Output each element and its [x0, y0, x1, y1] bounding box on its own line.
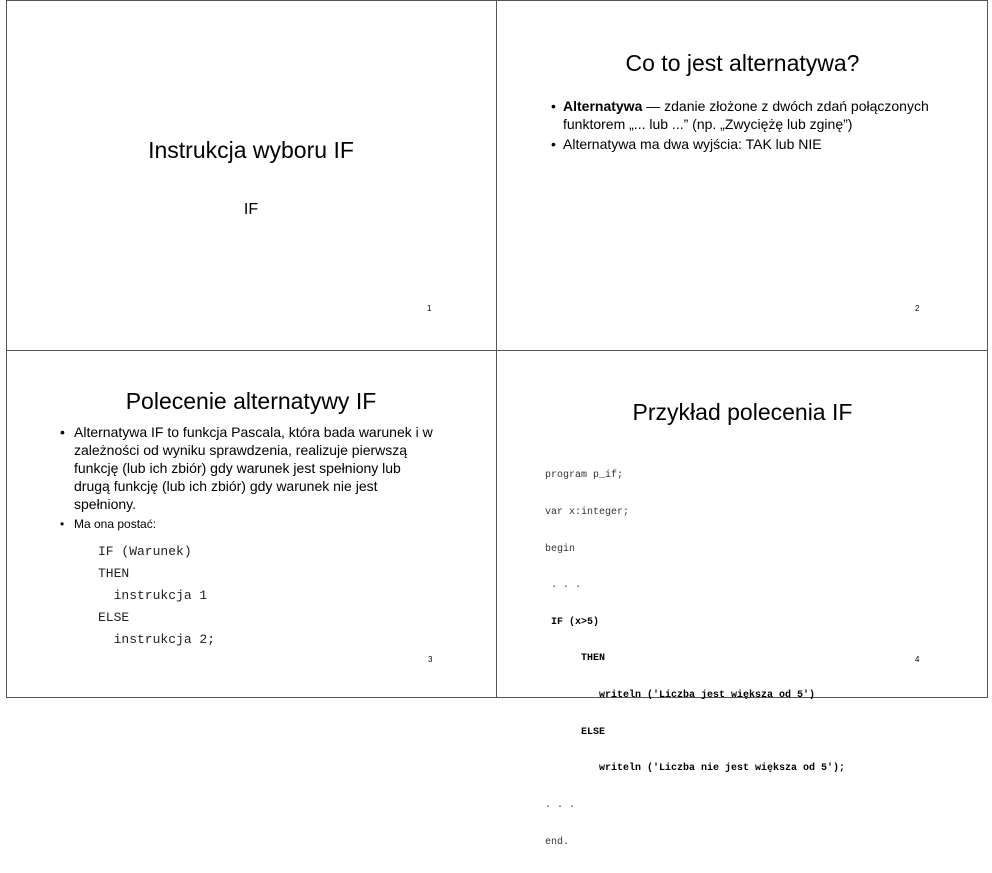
slide-title: Polecenie alternatywy IF [125, 388, 377, 414]
code-line: IF (Warunek) [98, 544, 192, 559]
bullet-list [553, 97, 933, 155]
bullet-item [58, 516, 438, 532]
code-line: end. [545, 836, 570, 848]
page-number: 2 [915, 304, 920, 313]
bullet-icon: • [551, 136, 556, 152]
code-line: THEN [98, 566, 130, 581]
bullet-icon: • [60, 517, 65, 531]
code-line: var x:integer; [545, 507, 630, 519]
code-line: begin [545, 543, 576, 555]
bullet-text: Alternatywa IF to funkcja Pascala, która bada warunek i w zależności od wyniku sprawdzenia, realizuje pierwszą funkcję (lub ich zbiór) gdy warunek jest spełniony lub drugą funkcję (lub ich zbiór) gdy warunek nie jest spełniony. [74, 424, 433, 512]
bullet-text: Ma ona postać: [74, 517, 157, 531]
bullet-bold-term: Alternatywa [563, 98, 643, 114]
slide-4 [497, 351, 988, 848]
code-line: THEN [545, 653, 606, 665]
slide-2 [497, 0, 988, 350]
bullet-item [553, 135, 933, 153]
bullet-text: — zdanie złożone z dwóch zdań połączonych funktorem „... lub ...” (np. „Zwyciężę lub zginę”) [563, 98, 929, 132]
code-line: instrukcja 2; [98, 632, 216, 647]
slide-title: Co to jest alternatywa? [625, 50, 860, 76]
slide-title: Przykład polecenia IF [632, 399, 853, 425]
bullet-icon: • [60, 424, 65, 440]
code-block [545, 446, 845, 873]
code-line: writeln ('Liczba nie jest większa od 5'); [545, 763, 846, 775]
code-line: IF (x>5) [545, 616, 600, 628]
bullet-item [58, 423, 438, 513]
page-number: 1 [427, 304, 432, 313]
slide-title: Instrukcja wyboru IF [148, 137, 354, 163]
bullet-list [58, 423, 438, 532]
slide-1 [6, 0, 496, 350]
code-line: ELSE [98, 610, 130, 625]
code-line: . . . [545, 799, 576, 811]
code-line: instrukcja 1 [98, 588, 208, 603]
code-line: ELSE [545, 726, 606, 738]
slide-subtitle: IF [243, 201, 259, 218]
bullet-icon: • [551, 98, 556, 114]
code-line: . . . [545, 580, 582, 592]
page-number: 4 [915, 655, 920, 664]
page-number: 3 [428, 655, 433, 664]
bullet-item [553, 97, 933, 133]
code-block [98, 541, 215, 651]
code-line: writeln ('Liczba jest większa od 5') [545, 690, 816, 702]
slide-3 [6, 351, 496, 698]
bullet-text: Alternatywa ma dwa wyjścia: TAK lub NIE [563, 136, 822, 152]
code-line: program p_if; [545, 470, 624, 482]
